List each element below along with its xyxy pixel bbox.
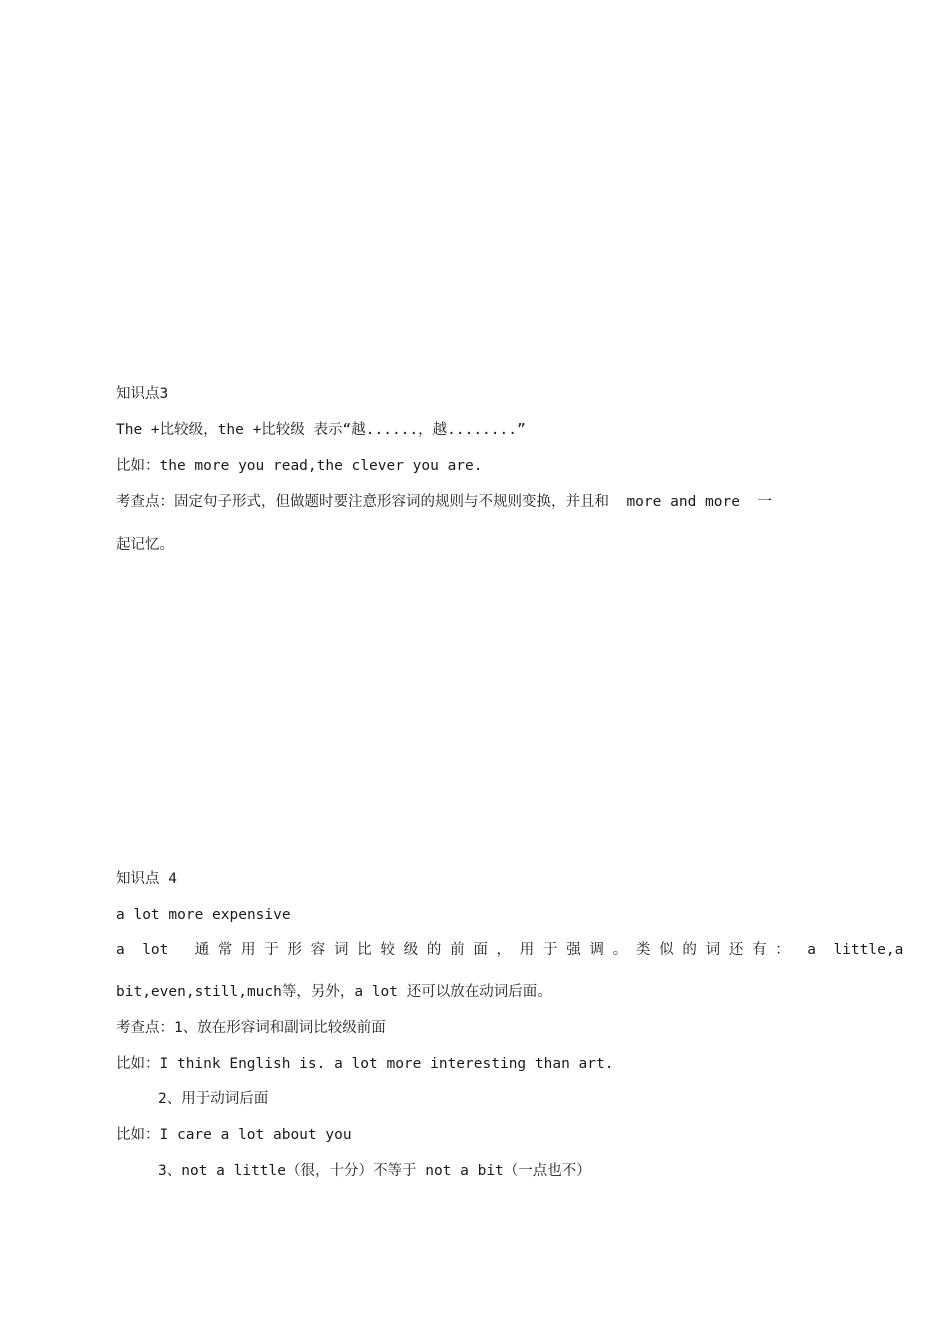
section3-exam-point-line1: 考查点：固定句子形式，但做题时要注意形容词的规则与不规则变换，并且和 more and more 一: [116, 494, 772, 510]
section4-usage-line1: a lot 通 常 用 于 形 容 词 比 较 级 的 前 面 ， 用 于 强 调 。 类 似 的 词 还 有 ： a little,a: [116, 942, 904, 958]
section4-point-3: 3、not a little（很，十分）不等于 not a bit（一点也不）: [158, 1163, 591, 1179]
section3-example: 比如：the more you read,the clever you are.: [116, 458, 483, 474]
section4-usage-line2: bit,even,still,much等，另外，a lot 还可以放在动词后面。: [116, 984, 552, 1000]
section4-phrase: a lot more expensive: [116, 907, 291, 923]
section4-point-2: 2、用于动词后面: [158, 1091, 269, 1107]
section4-exam-point-1: 考查点：1、放在形容词和副词比较级前面: [116, 1020, 386, 1036]
section3-heading: 知识点3: [116, 386, 169, 402]
section3-rule: The +比较级，the +比较级 表示“越......，越........”: [116, 422, 526, 438]
section4-heading: 知识点 4: [116, 871, 177, 887]
section4-example-2: 比如：I care a lot about you: [116, 1127, 352, 1143]
section4-example-1: 比如：I think English is. a lot more interesting than art.: [116, 1056, 614, 1072]
section3-exam-point-line2: 起记忆。: [116, 537, 174, 553]
